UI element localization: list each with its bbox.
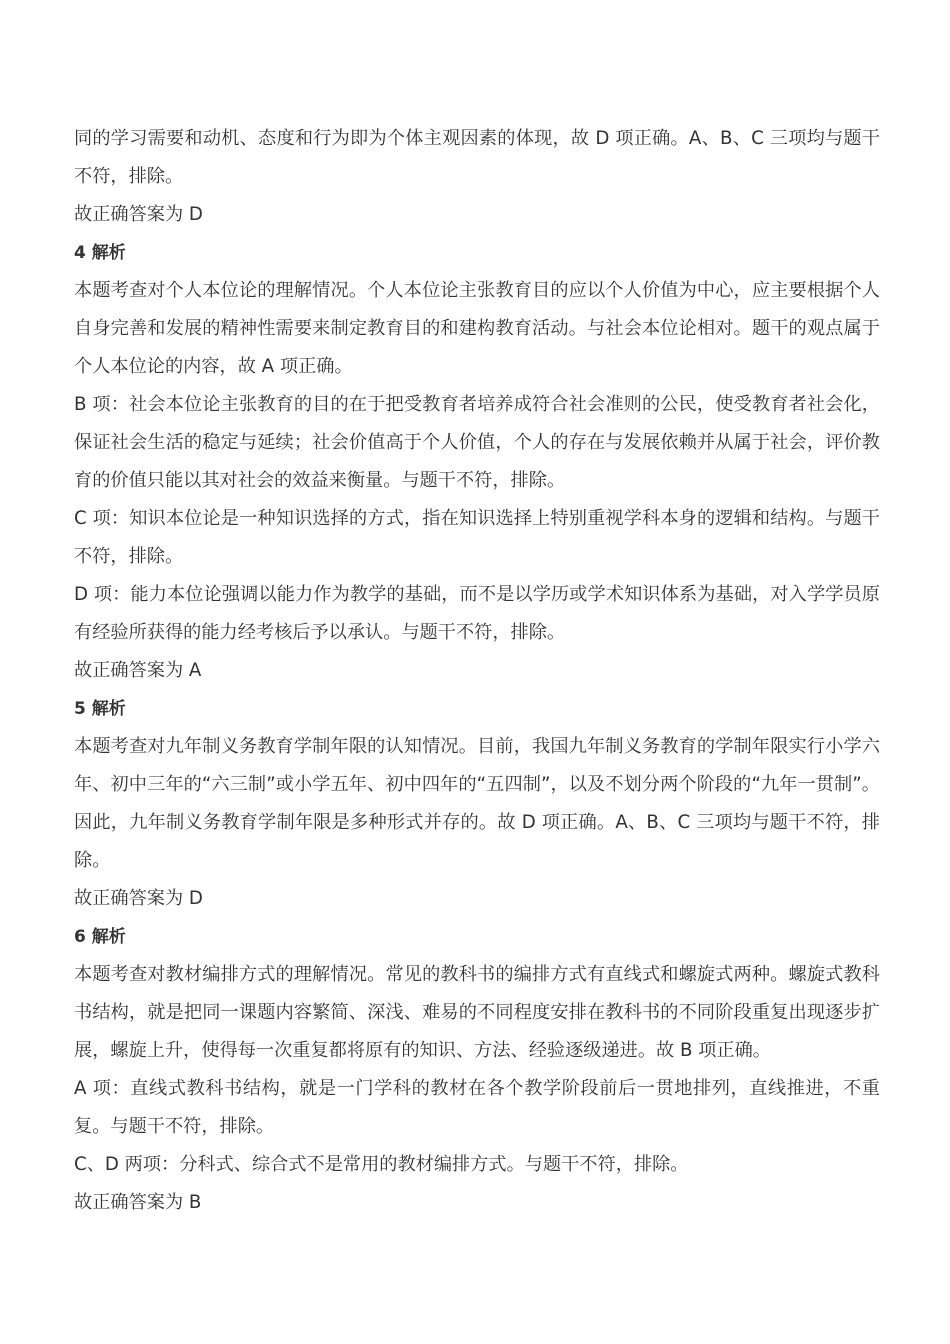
q4-option-b: B 项：社会本位论主张教育的目的在于把受教育者培养成符合社会准则的公民，使受教育者社会化，保证社会生活的稳定与延续；社会价值高于个人价值，个人的存在与发展依赖并从属于社会，评价教育的价值只能以其对社会的效益来衡量。与题干不符，排除。 [74,394,880,491]
q6-answer: 故正确答案为 B [74,1192,202,1213]
q4-heading: 4 解析 [74,243,126,263]
q4-explanation: 本题考查对个人本位论的理解情况。个人本位论主张教育目的应以个人价值为中心，应主要根据个人自身完善和发展的精神性需要来制定教育目的和建构教育活动。与社会本位论相对。题干的观点属于个人本位论的内容，故 A 项正确。 [74,280,880,377]
q5-answer: 故正确答案为 D [74,888,203,909]
q3-explanation-tail: 同的学习需要和动机、态度和行为即为个体主观因素的体现，故 D 项正确。A、B、C 三项均与题干不符，排除。 [74,128,880,187]
q6-option-cd: C、D 两项：分科式、综合式不是常用的教材编排方式。与题干不符，排除。 [74,1154,689,1175]
q6-option-a: A 项：直线式教科书结构，就是一门学科的教材在各个教学阶段前后一贯地排列，直线推进，不重复。与题干不符，排除。 [74,1078,880,1137]
q5-explanation: 本题考查对九年制义务教育学制年限的认知情况。目前，我国九年制义务教育的学制年限实行小学六年、初中三年的“六三制”或小学五年、初中四年的“五四制”，以及不划分两个阶段的“九年一贯制”。因此，九年制义务教育学制年限是多种形式并存的。故 D 项正确。A、B、C 三项均与题干不符，排除。 [74,736,880,871]
answer-explanations-page [74,120,880,1222]
q6-heading: 6 解析 [74,927,126,947]
q4-option-d: D 项：能力本位论强调以能力作为教学的基础，而不是以学历或学术知识体系为基础，对入学学员原有经验所获得的能力经考核后予以承认。与题干不符，排除。 [74,584,880,643]
q6-explanation: 本题考查对教材编排方式的理解情况。常见的教科书的编排方式有直线式和螺旋式两种。螺旋式教科书结构，就是把同一课题内容繁简、深浅、难易的不同程度安排在教科书的不同阶段重复出现逐步扩展，螺旋上升，使得每一次重复都将原有的知识、方法、经验逐级递进。故 B 项正确。 [74,964,880,1061]
q4-option-c: C 项：知识本位论是一种知识选择的方式，指在知识选择上特别重视学科本身的逻辑和结构。与题干不符，排除。 [74,508,880,567]
q5-heading: 5 解析 [74,699,126,719]
q3-answer: 故正确答案为 D [74,204,203,225]
q4-answer: 故正确答案为 A [74,660,202,681]
